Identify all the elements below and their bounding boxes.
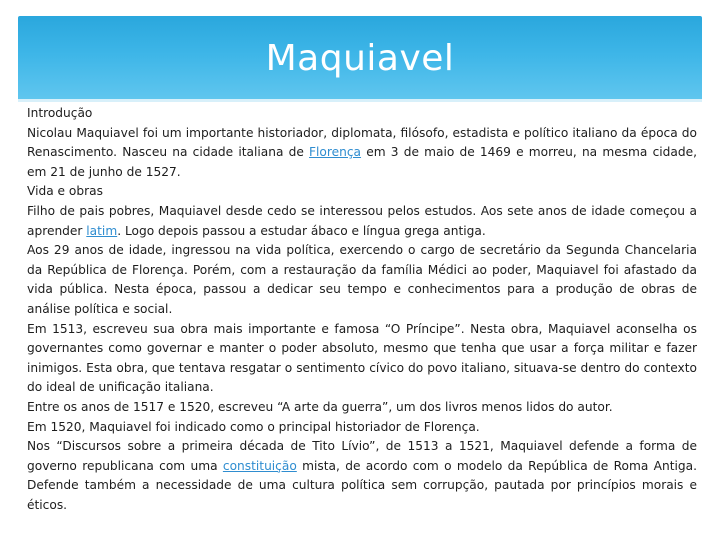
paragraph-arte-da-guerra <box>27 398 697 418</box>
text-run: Vida e obras <box>27 184 103 199</box>
slide-title: Maquiavel <box>265 38 455 79</box>
paragraph-o-principe <box>27 320 697 398</box>
text-run: Filho de pais pobres, Maquiavel desde cedo se interessou pelos estudos. Aos sete anos de idade começou a aprender <box>27 203 697 238</box>
text-run: Introdução <box>27 106 93 120</box>
link-florenca[interactable]: Florença <box>309 145 362 160</box>
section-heading-introducao <box>27 104 697 124</box>
paragraph-discursos <box>27 437 697 515</box>
text-run: . Logo depois passou a estudar ábaco e língua grega antiga. <box>117 223 486 238</box>
text-run: Nos “Discursos sobre a primeira década de Tito Lívio”, de 1513 a 1521, Maquiavel defende a forma de governo republicana com uma <box>27 439 697 473</box>
link-constituicao[interactable]: constituição <box>222 458 297 473</box>
paragraph-introducao <box>27 124 697 183</box>
text-run: mista, de acordo com o modelo da República de Roma Antiga. Defende também a necessidade de uma cultura política sem corrupção, pautada por princípios morais e éticos. <box>27 458 697 512</box>
text-run: Aos 29 anos de idade, ingressou na vida política, exercendo o cargo de secretário da Segunda Chancelaria da República de Florença. Porém, com a restauração da família Médici ao poder, Maquiavel foi afastado da vida pública. Nesta época, passou a dedicar seu tempo e conhecimentos para a produção de obras de análise política e social. <box>27 243 697 316</box>
paragraph-vida-politica <box>27 241 697 319</box>
paragraph-historiador <box>27 418 697 438</box>
text-run: Nicolau Maquiavel foi um importante historiador, diplomata, filósofo, estadista e político italiano da época do Renascimento. Nasceu na cidade italiana de <box>27 125 697 160</box>
text-run: em 3 de maio de 1469 e morreu, na mesma cidade, em 21 de junho de 1527. <box>27 145 697 179</box>
paragraph-infancia <box>27 202 697 241</box>
text-run: Em 1513, escreveu sua obra mais importante e famosa “O Príncipe”. Nesta obra, Maquiavel aconselha os governantes como governar e manter o poder absoluto, mesmo que tenha que usar a força militar e fazer inimigos. Esta obra, que tentava resgatar o sentimento cívico do povo italiano, situava-se dentro do contexto do ideal de unificação italiana. <box>27 321 697 395</box>
link-latim[interactable]: latim <box>86 223 118 238</box>
text-run: Em 1520, Maquiavel foi indicado como o principal historiador de Florença. <box>27 419 480 434</box>
section-heading-vida-e-obras <box>27 182 697 202</box>
slide-body <box>27 104 697 515</box>
text-run: Entre os anos de 1517 e 1520, escreveu “A arte da guerra”, um dos livros menos lidos do autor. <box>27 399 613 414</box>
